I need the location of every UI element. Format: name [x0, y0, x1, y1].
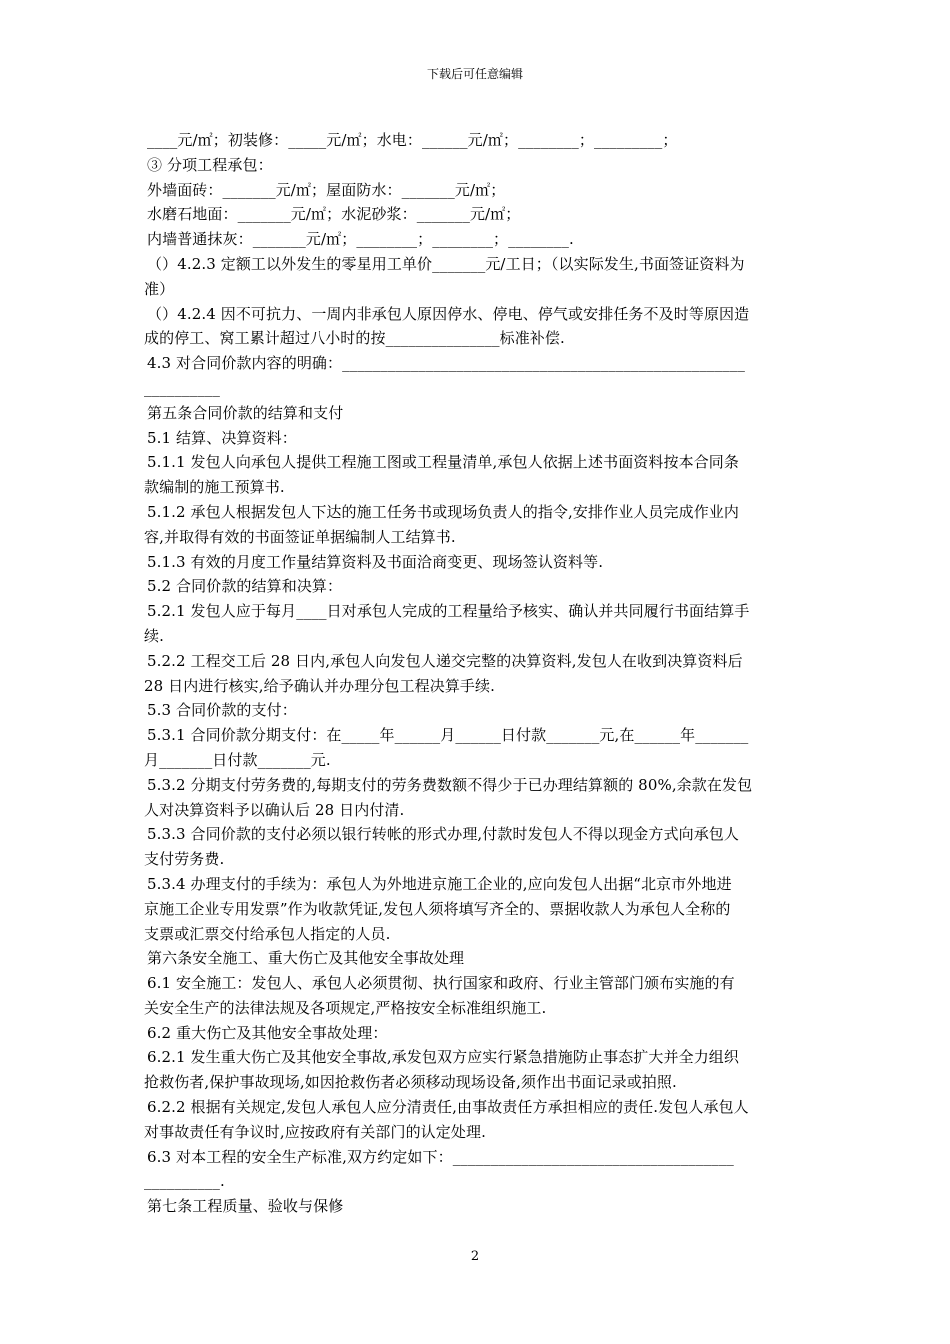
text-line: 6.2 重大伤亡及其他安全事故处理： — [147, 1023, 388, 1042]
text-line: 成的停工、窝工累计超过八小时的按_______________标准补偿. — [144, 329, 565, 348]
text-line: 28 日内进行核实,给予确认并办理分包工程决算手续. — [144, 676, 495, 695]
text-line: 续. — [144, 626, 164, 645]
paragraph — [144, 178, 808, 203]
text-line: 5.3.1 合同价款分期支付：在_____年______月______日付款_______元,在______年_______ — [147, 726, 749, 745]
page-header: 下载后可任意编辑 — [426, 67, 523, 81]
paragraph — [144, 723, 808, 773]
paragraph — [144, 426, 808, 451]
paragraph — [144, 822, 808, 872]
paragraph — [144, 550, 808, 575]
paragraph — [144, 1145, 808, 1195]
text-line: 对事故责任有争议时,应按政府有关部门的认定处理. — [144, 1122, 486, 1141]
text-line: 京施工企业专用发票”作为收款凭证,发包人须将填写齐全的、票据收款人为承包人全称的 — [144, 899, 731, 918]
text-line: 第七条工程质量、验收与保修 — [147, 1197, 344, 1216]
text-line: 支付劳务费. — [144, 850, 225, 869]
paragraph — [144, 872, 808, 946]
paragraph — [144, 946, 808, 971]
paragraph — [144, 450, 808, 500]
text-line: 5.1.2 承包人根据发包人下达的施工任务书或现场负责人的指令,安排作业人员完成作业内 — [147, 502, 740, 521]
text-line: 容,并取得有效的书面签证单据编制人工结算书. — [144, 527, 456, 546]
text-line: ____元/㎡；初装修：_____元/㎡；水电：______元/㎡；________；_________； — [147, 131, 678, 149]
text-line: 5.1.3 有效的月度工作量结算资料及书面洽商变更、现场签认资料等. — [147, 552, 604, 571]
text-line: __________. — [144, 1172, 225, 1191]
text-line: 5.3.3 合同价款的支付必须以银行转帐的形式办理,付款时发包人不得以现金方式向承包人 — [147, 825, 740, 844]
paragraph — [144, 1021, 808, 1046]
text-line: 5.2 合同价款的结算和决算： — [147, 577, 343, 596]
text-line: 关安全生产的法律法规及各项规定,严格按安全标准组织施工. — [144, 998, 547, 1017]
text-line: 支票或汇票交付给承包人指定的人员. — [144, 924, 391, 943]
paragraph — [144, 401, 808, 426]
text-line: 款编制的施工预算书. — [144, 478, 285, 497]
text-line: 内墙普通抹灰：_______元/㎡；________；________；________. — [147, 230, 574, 249]
document-body — [144, 128, 808, 1219]
text-line: ③ 分项工程承包： — [147, 155, 273, 174]
paragraph — [144, 773, 808, 823]
text-line: 5.1 结算、决算资料： — [147, 428, 297, 447]
text-line: 抢救伤者,保护事故现场,如因抢救伤者必须移动现场设备,须作出书面记录或拍照. — [144, 1073, 677, 1092]
text-line: 水磨石地面：_______元/㎡；水泥砂浆：_______元/㎡； — [147, 205, 521, 224]
paragraph — [144, 649, 808, 699]
paragraph — [144, 351, 808, 401]
text-line: 5.3 合同价款的支付： — [147, 701, 297, 720]
paragraph — [144, 128, 808, 153]
text-line: 4.3 对合同价款内容的明确：_____________________________________________________ — [147, 354, 745, 373]
text-line: 6.3 对本工程的安全生产标准,双方约定如下：_____________________________________ — [147, 1147, 734, 1166]
paragraph — [144, 1045, 808, 1095]
paragraph — [144, 1194, 808, 1219]
text-line: __________ — [144, 378, 220, 397]
text-line: 5.1.1 发包人向承包人提供工程施工图或工程量清单,承包人依据上述书面资料按本合同条 — [147, 453, 740, 472]
text-line: 6.1 安全施工：发包人、承包人必须贯彻、执行国家和政府、行业主管部门颁布实施的有 — [147, 974, 735, 993]
text-line: 月_______日付款_______元. — [144, 750, 331, 769]
paragraph — [144, 574, 808, 599]
text-line: 第六条安全施工、重大伤亡及其他安全事故处理 — [147, 949, 465, 968]
text-line: 5.3.4 办理支付的手续为：承包人为外地进京施工企业的,应向发包人出据“北京市外地进 — [147, 874, 732, 893]
text-line: 6.2.1 发生重大伤亡及其他安全事故,承发包双方应实行紧急措施防止事态扩大并全力组织 — [147, 1048, 740, 1067]
text-line: 第五条合同价款的结算和支付 — [147, 403, 344, 422]
paragraph — [144, 1095, 808, 1145]
text-line: 人对决算资料予以确认后 28 日内付清. — [144, 800, 405, 819]
paragraph — [144, 500, 808, 550]
text-line: 外墙面砖：_______元/㎡；屋面防水：_______元/㎡； — [147, 180, 506, 199]
text-line: 5.2.1 发包人应于每月____日对承包人完成的工程量给予核实、确认并共同履行书面结算手 — [147, 602, 750, 621]
text-line: （）4.2.3 定额工以外发生的零星用工单价_______元/工日；（以实际发生,书面签证资料为 — [147, 254, 745, 273]
text-line: 6.2.2 根据有关规定,发包人承包人应分清责任,由事故责任方承担相应的责任.发包人承包人 — [147, 1098, 749, 1117]
paragraph — [144, 227, 808, 252]
paragraph — [144, 252, 808, 302]
text-line: 准） — [144, 279, 175, 298]
paragraph — [144, 202, 808, 227]
paragraph — [144, 599, 808, 649]
paragraph — [144, 302, 808, 352]
text-line: （）4.2.4 因不可抗力、一周内非承包人原因停水、停电、停气或安排任务不及时等原因造 — [147, 304, 750, 323]
page-number: 2 — [470, 1249, 480, 1264]
paragraph — [144, 698, 808, 723]
paragraph — [144, 971, 808, 1021]
text-line: 5.3.2 分期支付劳务费的,每期支付的劳务费数额不得少于已办理结算额的 80%,余款在发包 — [147, 775, 753, 794]
paragraph — [144, 153, 808, 178]
text-line: 5.2.2 工程交工后 28 日内,承包人向发包人递交完整的决算资料,发包人在收到决算资料后 — [147, 651, 743, 670]
